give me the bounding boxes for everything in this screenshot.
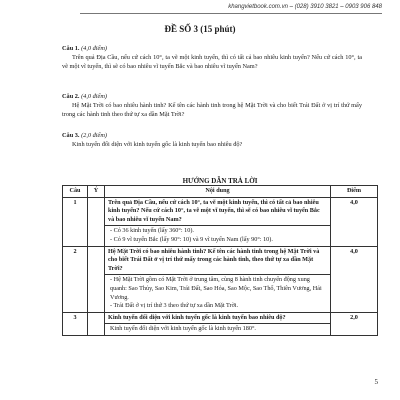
question-2-text: Hệ Mặt Trời có bao nhiêu hành tinh? Kể tên các hành tinh trong hệ Mặt Trời và cho biết Trái Đất ở vị trí thứ mấy trong các hành tinh theo thứ tự xa dần Mặt Trời? [62, 102, 362, 118]
col-header-y: Ý [88, 186, 105, 198]
table-row [63, 312, 378, 324]
col-header-cau: Câu [63, 186, 88, 198]
header-site-text: khangvietbook.com.vn – (028) 3910 3821 – 0903 906 848 [228, 4, 382, 10]
page-number: 5 [374, 378, 378, 386]
question-2-header [62, 92, 362, 101]
row-2-answer-1: - Hệ Mặt Trời gồm có Mặt Trời ở trung tâm, cùng 8 hành tinh chuyển động xung quanh: Sao Thủy, Sao Kim, Trái Đất, Sao Hỏa, Sao Mộc, Sao Thổ, Thiên Vương, Hải Vương. [110, 276, 322, 301]
table-row [63, 197, 378, 226]
table-row [63, 246, 378, 275]
question-3-points: (2,0 điểm) [81, 132, 107, 139]
row-2-answers [105, 275, 331, 312]
row-3-answer-1: Kinh tuyến đối diện với kinh tuyến gốc là kinh tuyến 180°. [110, 325, 256, 333]
row-3-answers [105, 324, 331, 336]
row-1-answer-1: - Có 36 kinh tuyến (lấy 360°: 10). [110, 227, 194, 235]
question-1-text: Trên quả Địa Cầu, nếu cứ cách 10°, ta vẽ một kinh tuyến, thì có tất cả bao nhiêu kinh tuyến? Nếu cứ cách 10°, ta vẽ một vĩ tuyến, thì sẽ có bao nhiêu vĩ tuyến Bắc và bao nhiêu vĩ tuyến Nam? [62, 54, 362, 70]
row-1-points: 4,0 [331, 197, 378, 246]
header-rule [80, 13, 382, 14]
col-header-noi-dung: Nội dung [105, 186, 331, 198]
question-3 [62, 131, 362, 149]
row-3-question: Kinh tuyến đối diện với kinh tuyến gốc là kinh tuyến bao nhiêu độ? [105, 312, 331, 324]
question-1-header [62, 44, 362, 53]
col-header-diem: Điểm [331, 186, 378, 198]
row-3-y [88, 312, 105, 335]
table-row [63, 226, 378, 246]
row-2-y [88, 246, 105, 312]
question-1-label: Câu 1. [62, 45, 80, 52]
answer-table-header-row [63, 186, 378, 198]
question-3-label: Câu 3. [62, 132, 80, 139]
question-1-points: (4,0 điểm) [81, 45, 107, 52]
question-2 [62, 92, 362, 119]
question-2-label: Câu 2. [62, 93, 80, 100]
table-row [63, 324, 378, 336]
row-2-cau: 2 [63, 246, 88, 312]
question-1 [62, 44, 362, 71]
exam-title: ĐỀ SỐ 3 (15 phút) [164, 24, 236, 34]
question-3-text: Kinh tuyến đối diện với kinh tuyến gốc là kinh tuyến bao nhiêu độ? [72, 141, 243, 148]
answer-section-title: HƯỚNG DẪN TRẢ LỜI [182, 177, 258, 185]
row-2-answer-2: - Trái Đất ở vị trí thứ 3 theo thứ tự xa dần Mặt Trời. [110, 302, 239, 310]
question-3-header [62, 131, 362, 140]
row-1-cau: 1 [63, 197, 88, 246]
question-2-points: (4,0 điểm) [81, 93, 107, 100]
row-1-answers [105, 226, 331, 246]
row-2-points: 4,0 [331, 246, 378, 312]
answer-table [62, 185, 378, 336]
row-1-y [88, 197, 105, 246]
row-1-question: Trên quả Địa Cầu, nếu cứ cách 10°, ta vẽ một kinh tuyến, thì có tất cả bao nhiêu kinh tuyến? Nếu cứ cách 10°, ta vẽ một vĩ tuyến, thì sẽ có bao nhiêu vĩ tuyến Bắc và bao nhiêu vĩ tuyến Nam? [105, 197, 331, 226]
table-row [63, 275, 378, 312]
row-3-cau: 3 [63, 312, 88, 335]
row-3-points: 2,0 [331, 312, 378, 335]
row-2-question: Hệ Mặt Trời có bao nhiêu hành tinh? Kể tên các hành tinh trong hệ Mặt Trời và cho biết Trái Đất ở vị trí thứ mấy trong các hành tinh, theo thứ tự xa dần Mặt Trời? [105, 246, 331, 275]
row-1-answer-2: - Có 9 vĩ tuyến Bắc (lấy 90°: 10) và 9 vĩ tuyến Nam (lấy 90°: 10). [110, 235, 273, 243]
